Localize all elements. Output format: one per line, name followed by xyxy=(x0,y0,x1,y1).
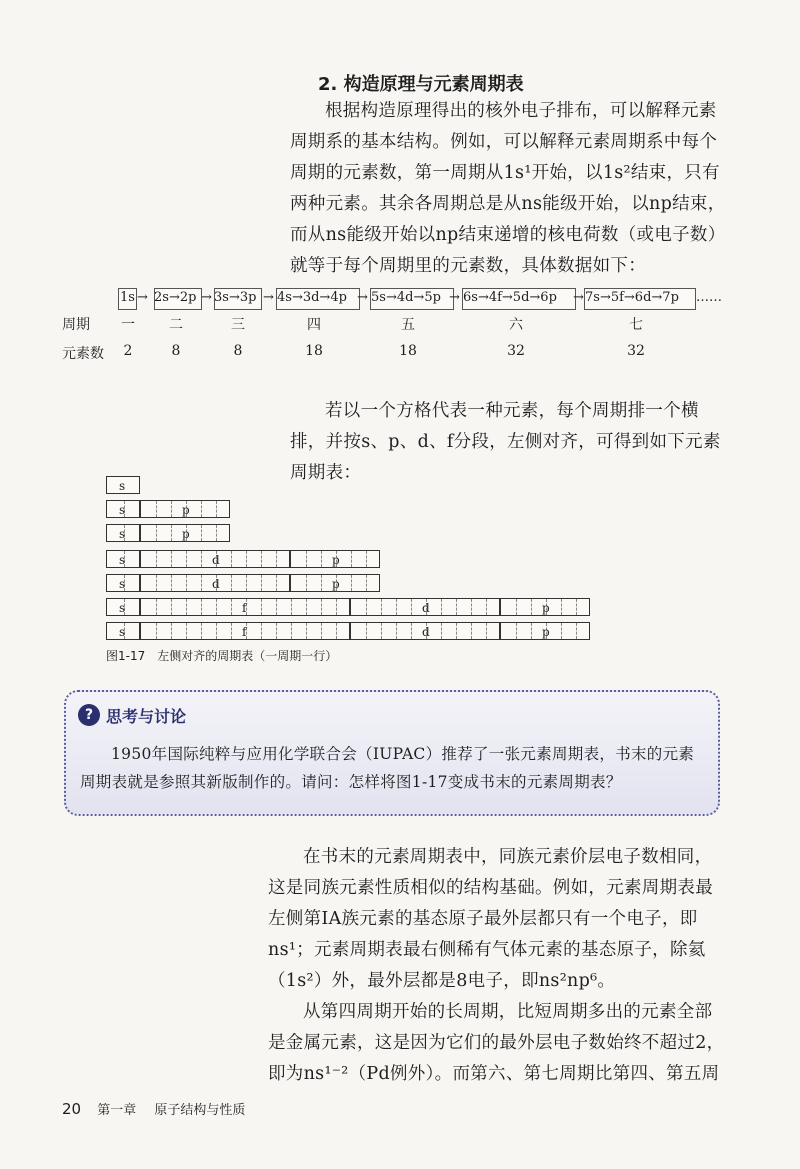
table-cell-divider xyxy=(366,551,367,567)
paragraph-2: 从第四周期开始的长周期，比短周期多出的元素全部是金属元素，这是因为它们的最外层电子数始终不超过2，即为ns¹⁻²（Pd例外）。而第六、第七周期比第四、第五周 xyxy=(268,1002,725,1084)
s-block xyxy=(106,598,140,616)
table-cell-divider xyxy=(396,599,397,615)
table-cell-divider xyxy=(336,599,337,615)
p-block xyxy=(500,622,590,640)
period-1: 一 xyxy=(121,317,135,333)
table-cell-divider xyxy=(171,525,172,541)
table-cell-divider xyxy=(216,623,217,639)
table-cell-divider xyxy=(276,599,277,615)
table-cell-divider xyxy=(381,623,382,639)
d-block xyxy=(140,574,290,592)
d-block-label: d xyxy=(422,601,430,615)
s-block xyxy=(106,524,140,542)
seq-group-6: 6s→4f→5d→6p xyxy=(463,290,557,305)
table-cell-divider xyxy=(321,575,322,591)
d-block-label: d xyxy=(212,553,220,567)
count-4: 18 xyxy=(305,343,323,359)
table-cell-divider xyxy=(306,551,307,567)
table-cell-divider xyxy=(201,575,202,591)
s-block-label: s xyxy=(119,503,126,517)
table-cell-divider xyxy=(306,623,307,639)
table-cell-divider xyxy=(486,599,487,615)
discussion-title: 思考与讨论 xyxy=(106,707,187,726)
d-block xyxy=(350,622,500,640)
table-cell-divider xyxy=(471,599,472,615)
count-6: 32 xyxy=(507,343,525,359)
count-2: 8 xyxy=(171,343,181,359)
table-cell-divider xyxy=(561,599,562,615)
table-cell-divider xyxy=(276,575,277,591)
table-cell-divider xyxy=(531,623,532,639)
table-cell-divider xyxy=(261,575,262,591)
s-block-label: s xyxy=(119,527,126,541)
table-cell-divider xyxy=(486,623,487,639)
s-block xyxy=(106,574,140,592)
p-block xyxy=(140,524,230,542)
table-cell-divider xyxy=(471,623,472,639)
table-cell-divider xyxy=(276,623,277,639)
table-cell-divider xyxy=(576,599,577,615)
table-cell-divider xyxy=(186,575,187,591)
p-block-label: p xyxy=(542,601,550,615)
table-cell-divider xyxy=(246,551,247,567)
f-block-label: f xyxy=(242,601,247,615)
p-block xyxy=(500,598,590,616)
table-cell-divider xyxy=(201,525,202,541)
paragraph-1: 在书末的元素周期表中，同族元素价层电子数相同，这是同族元素性质相似的结构基础。例如，元素周期表最左侧第ⅠA族元素的基态原子最外层都只有一个电子，即ns¹；元素周期表最右侧稀有气体元素的基态原子，除氦（1s²）外，最外层都是8电子，即ns²np⁶。 xyxy=(268,847,713,991)
table-cell-divider xyxy=(171,551,172,567)
period-2: 二 xyxy=(169,317,183,333)
table-cell-divider xyxy=(171,501,172,517)
figure-caption: 图1-17 左侧对齐的周期表（一周期一行） xyxy=(106,649,338,663)
table-cell-divider xyxy=(201,623,202,639)
period-3: 三 xyxy=(231,317,245,333)
seq-group-3: 3s→3p xyxy=(214,290,257,305)
table-cell-divider xyxy=(411,599,412,615)
table-cell-divider xyxy=(351,575,352,591)
s-block xyxy=(106,622,140,640)
p-block xyxy=(140,500,230,518)
table-cell-divider xyxy=(561,623,562,639)
d-block-label: d xyxy=(212,577,220,591)
seq-group-5: 5s→4d→5p xyxy=(371,290,441,305)
s-block-label: s xyxy=(119,479,126,493)
arrow-icon: → xyxy=(137,290,148,305)
d-block xyxy=(350,598,500,616)
table-cell-divider xyxy=(216,599,217,615)
table-cell-divider xyxy=(261,551,262,567)
table-cell-divider xyxy=(291,599,292,615)
table-cell-divider xyxy=(231,623,232,639)
table-cell-divider xyxy=(396,623,397,639)
chapter-title: 原子结构与性质 xyxy=(154,1103,246,1118)
period-label: 周期 xyxy=(62,317,90,333)
table-cell-divider xyxy=(156,551,157,567)
count-label: 元素数 xyxy=(62,346,104,362)
arrow-icon: → xyxy=(263,290,274,305)
table-cell-divider xyxy=(411,623,412,639)
count-1: 2 xyxy=(123,343,133,359)
seq-group-4: 4s→3d→4p xyxy=(277,290,347,305)
table-cell-divider xyxy=(456,599,457,615)
arrow-icon: → xyxy=(357,290,368,305)
table-cell-divider xyxy=(366,575,367,591)
table-cell-divider xyxy=(231,551,232,567)
page-number: 20 xyxy=(62,1100,82,1118)
table-cell-divider xyxy=(321,551,322,567)
table-cell-divider xyxy=(306,575,307,591)
table-cell-divider xyxy=(321,599,322,615)
table-cell-divider xyxy=(156,501,157,517)
s-block xyxy=(106,550,140,568)
period-6: 六 xyxy=(509,317,523,333)
p-block xyxy=(290,550,380,568)
table-cell-divider xyxy=(261,623,262,639)
table-cell-divider xyxy=(246,575,247,591)
s-block xyxy=(106,500,140,518)
second-paragraph xyxy=(290,396,730,489)
seq-group-2: 2s→2p xyxy=(154,290,197,305)
discussion-text-block xyxy=(80,740,708,796)
table-cell-divider xyxy=(441,599,442,615)
p-block-label: p xyxy=(332,553,340,567)
question-icon: ? xyxy=(78,704,100,726)
table-cell-divider xyxy=(156,623,157,639)
table-cell-divider xyxy=(366,599,367,615)
intro-paragraph xyxy=(290,96,730,282)
table-cell-divider xyxy=(156,599,157,615)
s-block-label: s xyxy=(119,625,126,639)
f-block-label: f xyxy=(242,625,247,639)
seq-tail: …… xyxy=(696,290,722,305)
table-cell-divider xyxy=(156,525,157,541)
table-cell-divider xyxy=(321,623,322,639)
s-block xyxy=(106,476,140,494)
p-block-label: p xyxy=(182,503,190,517)
table-cell-divider xyxy=(366,623,367,639)
discussion-text: 1950年国际纯粹与应用化学联合会（IUPAC）推荐了一张元素周期表，书末的元素周期表就是参照其新版制作的。请问：怎样将图1-17变成书末的元素周期表？ xyxy=(80,745,695,791)
period-7: 七 xyxy=(629,317,643,333)
p-block-label: p xyxy=(542,625,550,639)
d-block xyxy=(140,550,290,568)
table-cell-divider xyxy=(231,575,232,591)
arrow-icon: → xyxy=(449,290,460,305)
page-footer xyxy=(62,1099,245,1118)
table-cell-divider xyxy=(516,623,517,639)
period-4: 四 xyxy=(307,317,321,333)
count-3: 8 xyxy=(233,343,243,359)
s-block-label: s xyxy=(119,601,126,615)
table-cell-divider xyxy=(531,599,532,615)
table-cell-divider xyxy=(186,551,187,567)
table-cell-divider xyxy=(516,599,517,615)
table-cell-divider xyxy=(201,599,202,615)
table-cell-divider xyxy=(351,551,352,567)
seq-group-7: 7s→5f→6d→7p xyxy=(585,290,679,305)
section-title: 2. 构造原理与元素周期表 xyxy=(318,74,524,95)
table-cell-divider xyxy=(186,623,187,639)
table-cell-divider xyxy=(201,551,202,567)
table-cell-divider xyxy=(231,599,232,615)
arrow-icon: → xyxy=(573,290,584,305)
table-cell-divider xyxy=(306,599,307,615)
table-cell-divider xyxy=(576,623,577,639)
s-block-label: s xyxy=(119,553,126,567)
second-text: 若以一个方格代表一种元素，每个周期排一个横排，并按s、p、d、f分段，左侧对齐，可得到如下元素周期表： xyxy=(290,401,721,483)
p-block xyxy=(290,574,380,592)
p-block-label: p xyxy=(182,527,190,541)
period-5: 五 xyxy=(401,317,415,333)
table-cell-divider xyxy=(171,599,172,615)
table-cell-divider xyxy=(216,501,217,517)
discussion-box xyxy=(64,690,720,816)
intro-text: 根据构造原理得出的核外电子排布，可以解释元素周期系的基本结构。例如，可以解释元素周期系中每个周期的元素数，第一周期从1s¹开始，以1s²结束，只有两种元素。其余各周期总是从ns能级开始，以np结束，而从ns能级开始以np结束递增的核电荷数（或电子数）就等于每个周期里的元素数，具体数据如下： xyxy=(290,101,726,276)
table-cell-divider xyxy=(186,599,187,615)
count-7: 32 xyxy=(627,343,645,359)
s-block-label: s xyxy=(119,577,126,591)
count-5: 18 xyxy=(399,343,417,359)
f-block xyxy=(140,622,350,640)
table-cell-divider xyxy=(156,575,157,591)
table-cell-divider xyxy=(456,623,457,639)
f-block xyxy=(140,598,350,616)
seq-group-1: 1s xyxy=(120,290,135,305)
third-section xyxy=(268,842,730,1090)
d-block-label: d xyxy=(422,625,430,639)
chapter-label: 第一章 xyxy=(97,1103,137,1118)
p-block-label: p xyxy=(332,577,340,591)
table-cell-divider xyxy=(336,623,337,639)
table-cell-divider xyxy=(291,623,292,639)
table-cell-divider xyxy=(261,599,262,615)
table-cell-divider xyxy=(171,575,172,591)
table-cell-divider xyxy=(441,623,442,639)
table-cell-divider xyxy=(381,599,382,615)
arrow-icon: → xyxy=(201,290,212,305)
table-cell-divider xyxy=(201,501,202,517)
table-cell-divider xyxy=(276,551,277,567)
table-cell-divider xyxy=(216,525,217,541)
table-cell-divider xyxy=(171,623,172,639)
